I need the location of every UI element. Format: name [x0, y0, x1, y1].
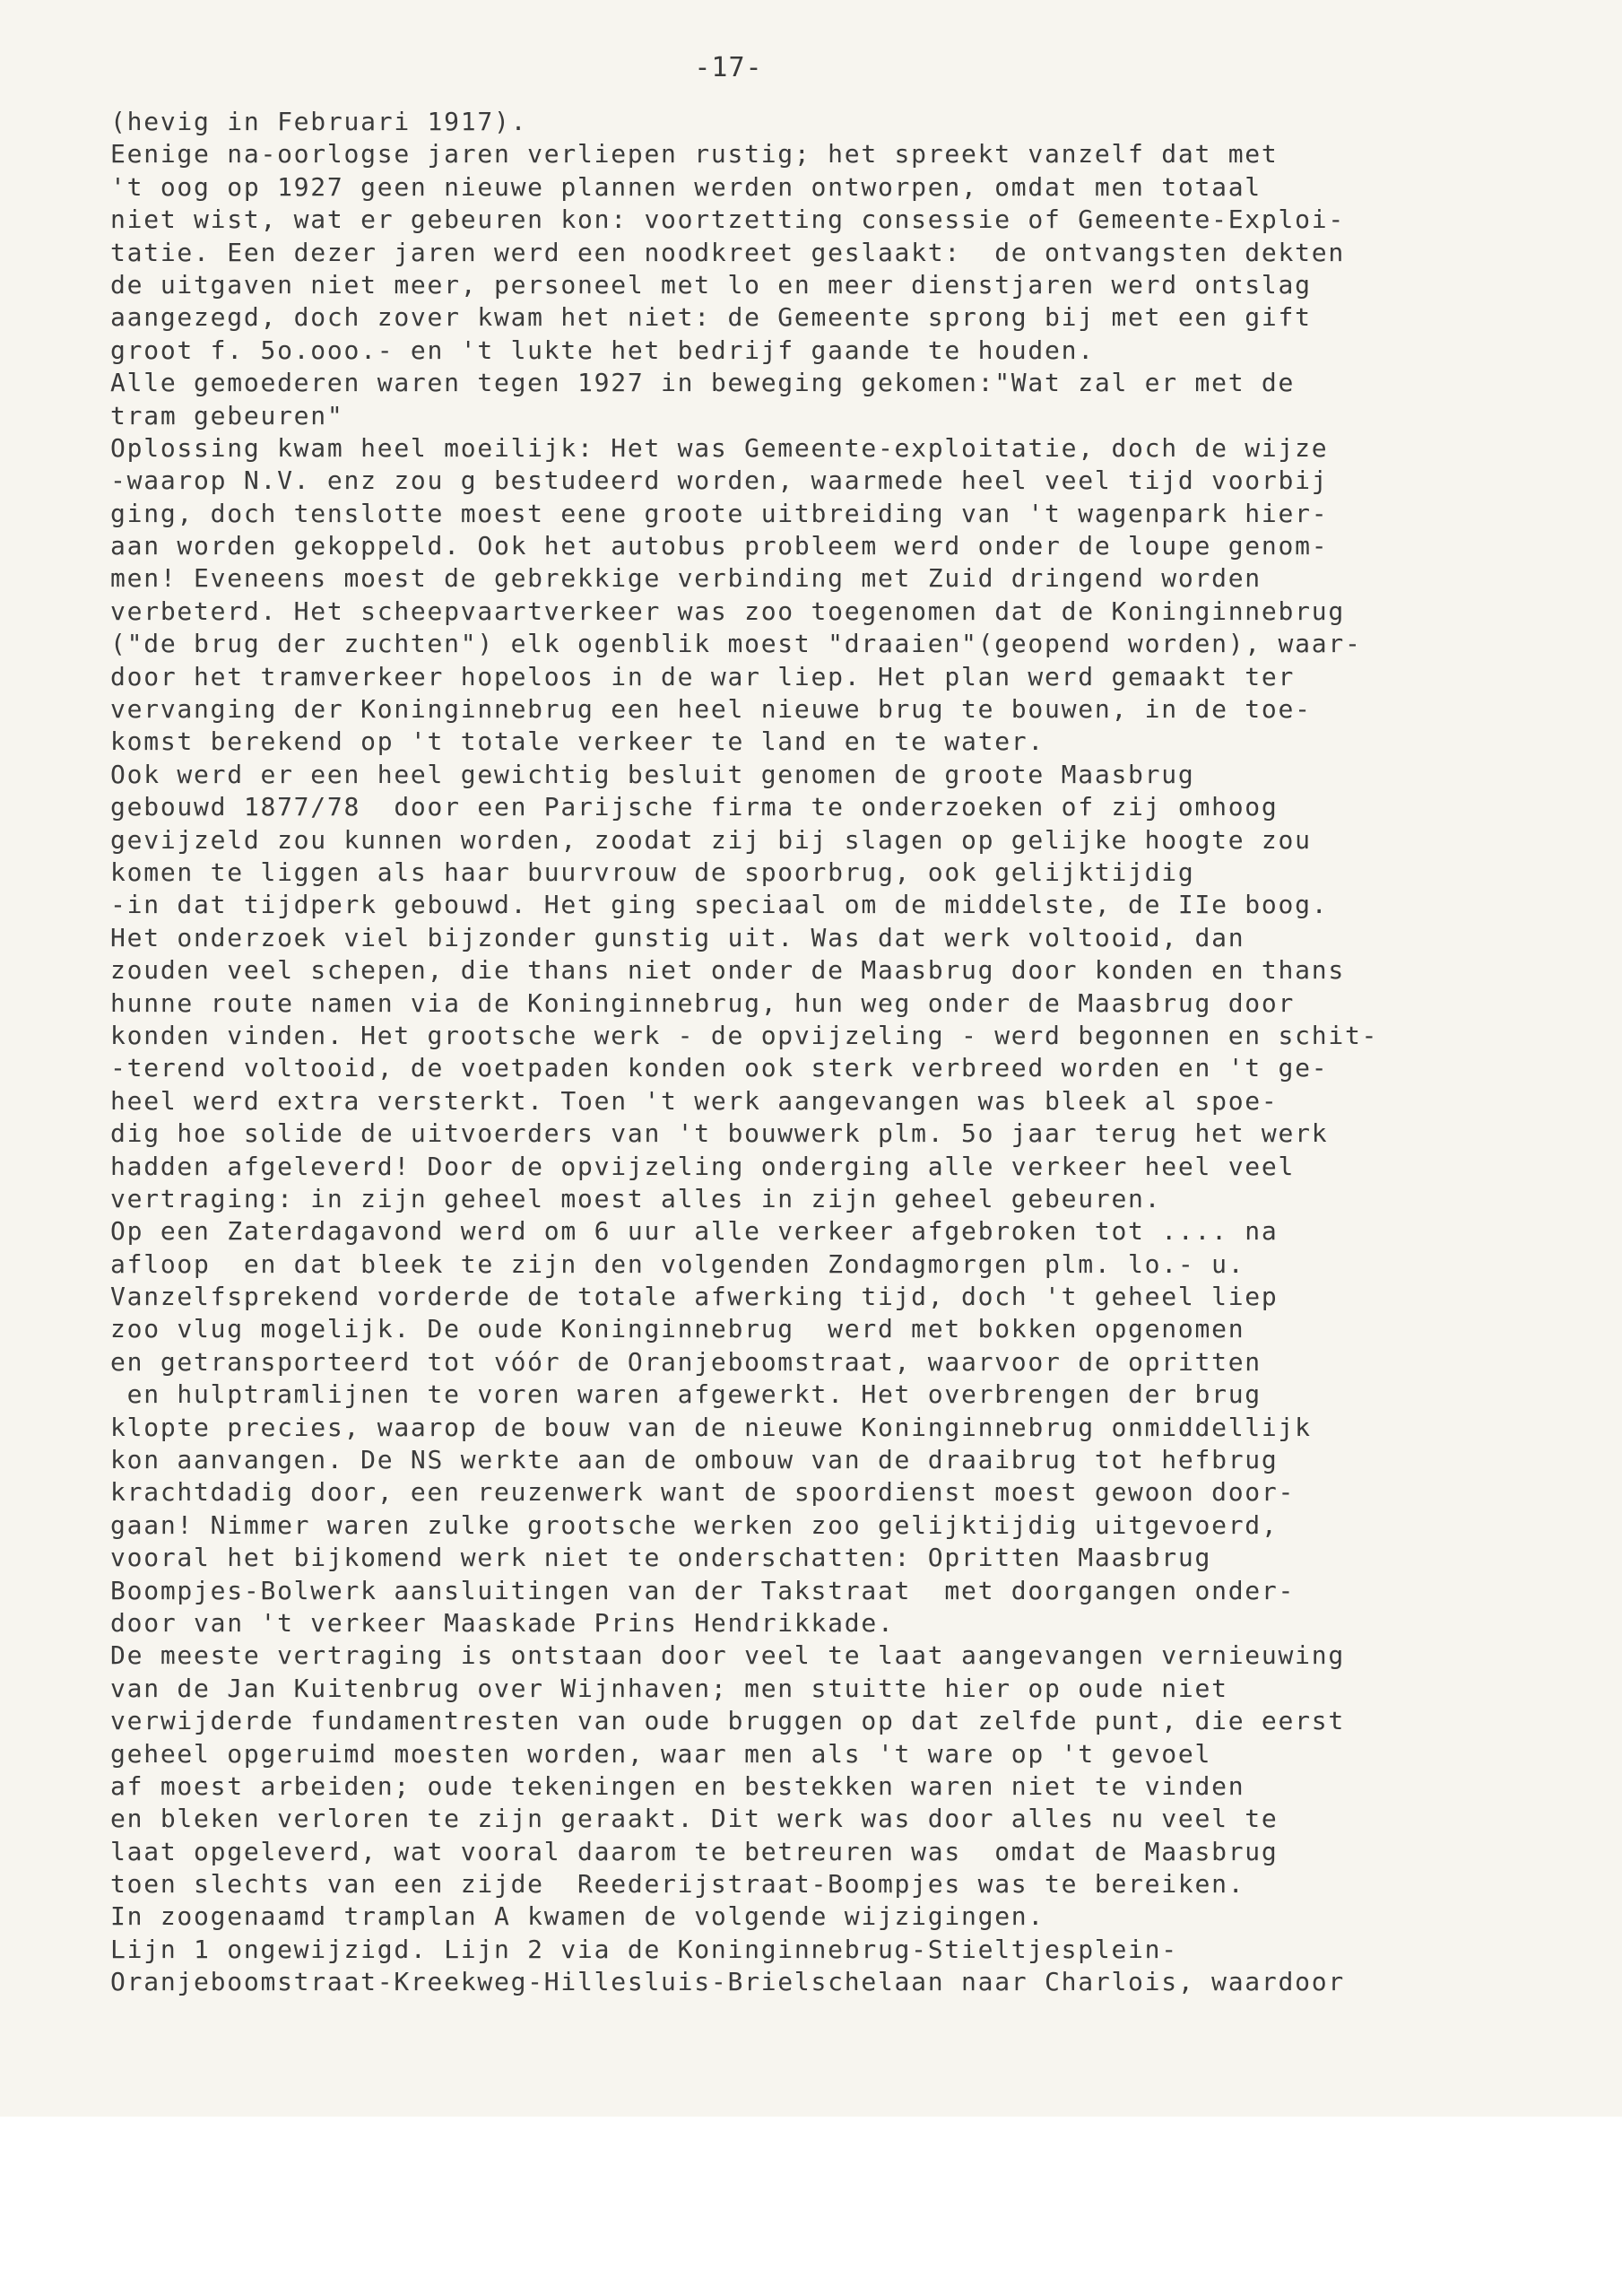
- text-line: ("de brug der zuchten") elk ogenblik moest "draaien"(geopend worden), waar-: [110, 629, 1362, 659]
- text-line: aan worden gekoppeld. Ook het autobus probleem werd onder de loupe genom-: [110, 531, 1329, 561]
- text-line: en hulptramlijnen te voren waren afgewerkt. Het overbrengen der brug: [110, 1379, 1262, 1410]
- text-line: tram gebeuren": [110, 400, 344, 430]
- text-line: aangezegd, doch zover kwam het niet: de Gemeente sprong bij met een gift: [110, 302, 1312, 333]
- text-line: niet wist, wat er gebeuren kon: voortzetting consessie of Gemeente-Exploi-: [110, 204, 1345, 235]
- text-line: ging, doch tenslotte moest eene groote uitbreiding van 't wagenpark hier-: [110, 498, 1329, 528]
- text-line: hunne route namen via de Koninginnebrug, hun weg onder de Maasbrug door: [110, 987, 1296, 1018]
- text-line: geheel opgeruimd moesten worden, waar men als 't ware op 't gevoel: [110, 1738, 1212, 1769]
- text-line: heel werd extra versterkt. Toen 't werk aangevangen was bleek al spoe-: [110, 1085, 1279, 1116]
- text-line: -terend voltooid, de voetpaden konden ook sterk verbreed worden en 't ge-: [110, 1053, 1329, 1083]
- text-line: en getransporteerd tot vóór de Oranjeboomstraat, waarvoor de opritten: [110, 1346, 1262, 1377]
- text-line: Ook werd er een heel gewichtig besluit genomen de groote Maasbrug: [110, 759, 1195, 789]
- text-line: krachtdadig door, een reuzenwerk want de spoordienst moest gewoon door-: [110, 1477, 1296, 1508]
- text-line: kon aanvangen. De NS werkte aan de ombouw van de draaibrug tot hefbrug: [110, 1445, 1279, 1475]
- text-line: komen te liggen als haar buurvrouw de spoorbrug, ook gelijktijdig: [110, 857, 1195, 887]
- text-line: Oranjeboomstraat-Kreekweg-Hillesluis-Brielschelaan naar Charlois, waardoor: [110, 1967, 1345, 1997]
- text-line: door het tramverkeer hopeloos in de war liep. Het plan werd gemaakt ter: [110, 661, 1296, 691]
- text-line: Vanzelfsprekend vorderde de totale afwerking tijd, doch 't geheel liep: [110, 1282, 1279, 1312]
- text-line: vervanging der Koninginnebrug een heel nieuwe brug te bouwen, in de toe-: [110, 694, 1312, 725]
- text-line: zouden veel schepen, die thans niet onder de Maasbrug door konden en thans: [110, 955, 1345, 986]
- text-line: Oplossing kwam heel moeilijk: Het was Gemeente-exploitatie, doch de wijze: [110, 432, 1329, 463]
- text-line: afloop en dat bleek te zijn den volgenden Zondagmorgen plm. lo.- u.: [110, 1248, 1245, 1279]
- text-line: vooral het bijkomend werk niet te onderschatten: Opritten Maasbrug: [110, 1543, 1212, 1573]
- page-number: -17-: [694, 52, 763, 83]
- text-line: vertraging: in zijn geheel moest alles in zijn geheel gebeuren.: [110, 1183, 1162, 1213]
- text-line: zoo vlug mogelijk. De oude Koninginnebrug werd met bokken opgenomen: [110, 1314, 1245, 1344]
- text-line: Op een Zaterdagavond werd om 6 uur alle verkeer afgebroken tot .... na: [110, 1216, 1279, 1247]
- text-line: Lijn 1 ongewijzigd. Lijn 2 via de Koninginnebrug-Stieltjesplein-: [110, 1934, 1178, 1964]
- text-line: en bleken verloren te zijn geraakt. Dit werk was door alles nu veel te: [110, 1804, 1279, 1834]
- text-line: verbeterd. Het scheepvaartverkeer was zoo toegenomen dat de Koninginnebrug: [110, 596, 1345, 626]
- text-line: 't oog op 1927 geen nieuwe plannen werden ontworpen, omdat men totaal: [110, 171, 1262, 202]
- text-line: Boompjes-Bolwerk aansluitingen van der Takstraat met doorgangen onder-: [110, 1575, 1296, 1605]
- text-line: door van 't verkeer Maaskade Prins Hendrikkade.: [110, 1607, 895, 1638]
- text-line: -waarop N.V. enz zou g bestudeerd worden, waarmede heel veel tijd voorbij: [110, 465, 1329, 496]
- text-line: af moest arbeiden; oude tekeningen en bestekken waren niet te vinden: [110, 1770, 1245, 1801]
- text-line: -in dat tijdperk gebouwd. Het ging speciaal om de middelste, de IIe boog.: [110, 890, 1329, 920]
- typed-text-body: [110, 106, 1378, 1999]
- text-line: klopte precies, waarop de bouw van de nieuwe Koninginnebrug onmiddellijk: [110, 1412, 1312, 1442]
- text-line: gevijzeld zou kunnen worden, zoodat zij bij slagen op gelijke hoogte zou: [110, 824, 1312, 855]
- text-line: In zoogenaamd tramplan A kwamen de volgende wijzigingen.: [110, 1901, 1045, 1932]
- text-line: De meeste vertraging is ontstaan door veel te laat aangevangen vernieuwing: [110, 1640, 1345, 1671]
- text-line: konden vinden. Het grootsche werk - de opvijzeling - werd begonnen en schit-: [110, 1020, 1379, 1050]
- text-line: laat opgeleverd, wat vooral daarom te betreuren was omdat de Maasbrug: [110, 1836, 1279, 1866]
- text-line: groot f. 5o.ooo.- en 't lukte het bedrijf gaande te houden.: [110, 335, 1095, 365]
- text-line: komst berekend op 't totale verkeer te land en te water.: [110, 726, 1045, 757]
- text-line: dig hoe solide de uitvoerders van 't bouwwerk plm. 5o jaar terug het werk: [110, 1118, 1329, 1149]
- text-line: tatie. Een dezer jaren werd een noodkreet geslaakt: de ontvangsten dekten: [110, 237, 1345, 267]
- text-line: de uitgaven niet meer, personeel met lo en meer dienstjaren werd ontslag: [110, 269, 1312, 300]
- text-line: van de Jan Kuitenbrug over Wijnhaven; men stuitte hier op oude niet: [110, 1673, 1228, 1703]
- text-line: verwijderde fundamentresten van oude bruggen op dat zelfde punt, die eerst: [110, 1706, 1345, 1736]
- text-line: Alle gemoederen waren tegen 1927 in beweging gekomen:"Wat zal er met de: [110, 368, 1296, 398]
- text-line: Het onderzoek viel bijzonder gunstig uit. Was dat werk voltooid, dan: [110, 922, 1245, 952]
- text-line: gaan! Nimmer waren zulke grootsche werken zoo gelijktijdig uitgevoerd,: [110, 1509, 1279, 1540]
- text-line: men! Eveneens moest de gebrekkige verbinding met Zuid dringend worden: [110, 563, 1262, 594]
- text-line: gebouwd 1877/78 door een Parijsche firma te onderzoeken of zij omhoog: [110, 792, 1279, 822]
- text-line: Eenige na-oorlogse jaren verliepen rustig; het spreekt vanzelf dat met: [110, 139, 1279, 170]
- text-line: hadden afgeleverd! Door de opvijzeling onderging alle verkeer heel veel: [110, 1151, 1296, 1181]
- text-line: toen slechts van een zijde Reederijstraat-Boompjes was te bereiken.: [110, 1869, 1245, 1900]
- text-line: (hevig in Februari 1917).: [110, 107, 528, 136]
